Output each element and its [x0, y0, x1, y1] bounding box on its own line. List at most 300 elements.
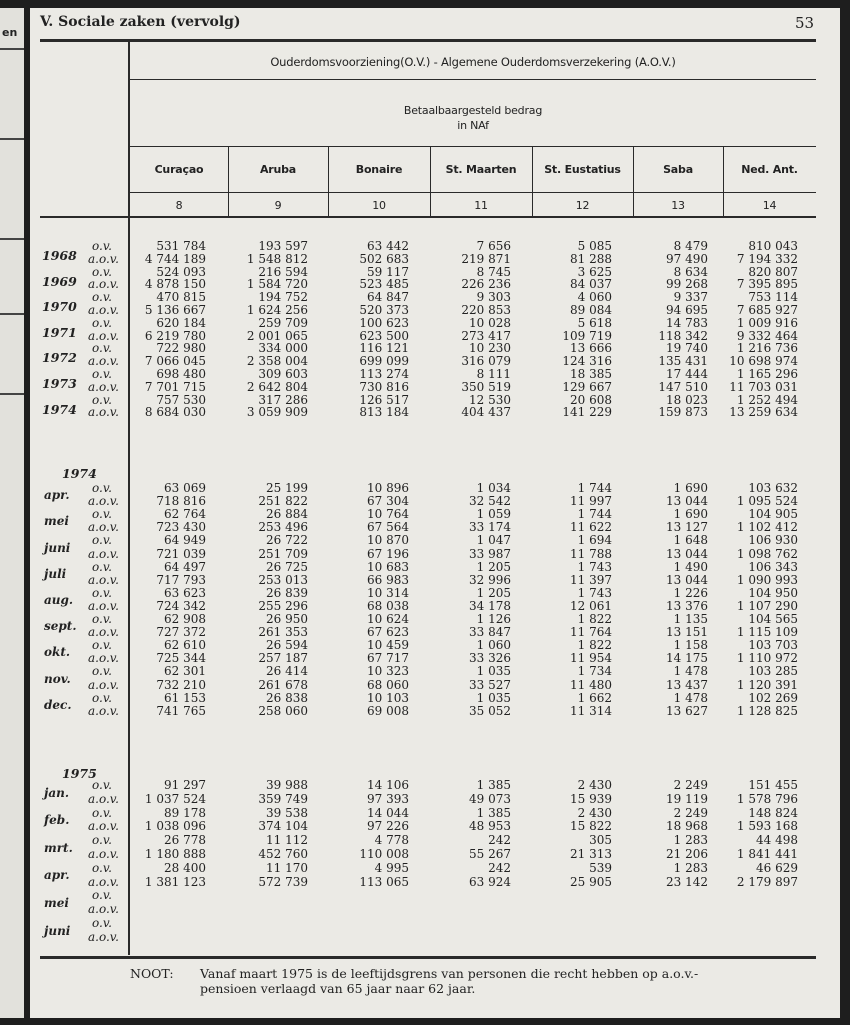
- table-cell: 10 028: [469, 315, 511, 330]
- row-type-label: a.o.v.: [88, 379, 119, 394]
- table-cell: 316 079: [461, 354, 511, 369]
- table-cell: 1 158: [673, 638, 708, 653]
- table-cell: 1 090 993: [736, 572, 798, 587]
- table-cell: 1 841 441: [736, 847, 798, 861]
- row-type-label: o.v.: [92, 833, 112, 848]
- table-cell: 59 117: [367, 264, 409, 279]
- table-cell: 1 180 888: [144, 847, 206, 861]
- table-cell: 11 170: [266, 860, 308, 875]
- table-cell: 68 060: [367, 677, 409, 692]
- row-type-label: a.o.v.: [88, 354, 119, 369]
- table-cell: 502 683: [359, 251, 409, 266]
- month-label: aug.: [44, 593, 74, 607]
- table-cell: 257 187: [258, 651, 308, 666]
- table-cell: 4 778: [374, 833, 409, 848]
- row-type-label: o.v.: [92, 638, 112, 653]
- table-cell: 151 455: [748, 778, 798, 792]
- footnote: [130, 966, 698, 996]
- table-cell: 1 115 109: [736, 625, 798, 640]
- column-number: 9: [274, 199, 282, 212]
- year-label: 1971: [42, 324, 77, 340]
- table-cell: 135 431: [658, 354, 708, 369]
- table-cell: 1 205: [476, 585, 511, 600]
- row-type-label: o.v.: [92, 367, 112, 381]
- table-cell: 116 121: [359, 341, 409, 356]
- table-cell: 1 548 812: [246, 251, 308, 266]
- header-bottom-rule: [40, 216, 816, 218]
- table-cell: 1 216 736: [736, 341, 798, 356]
- table-cell: 1 095 524: [736, 494, 798, 509]
- month-label: apr.: [44, 488, 70, 503]
- table-cell: 7 395 895: [736, 277, 798, 292]
- period-year-label: 1974: [62, 466, 97, 481]
- table-cell: 10 683: [367, 559, 409, 574]
- table-cell: 359 749: [258, 791, 308, 806]
- column-number: 12: [575, 199, 590, 212]
- table-cell: 1 822: [577, 638, 612, 653]
- column-divider: [723, 147, 724, 216]
- row-type-label: a.o.v.: [88, 677, 119, 692]
- table-cell: 64 949: [164, 533, 206, 548]
- table-cell: 1 694: [577, 533, 612, 548]
- table-cell: 15 822: [570, 819, 612, 834]
- table-cell: 14 783: [666, 315, 708, 330]
- table-cell: 721 039: [156, 546, 206, 561]
- table-cell: 14 044: [367, 805, 409, 820]
- table-cell: 1 648: [673, 533, 708, 548]
- table-cell: 374 104: [258, 819, 308, 834]
- table-cell: 25 199: [266, 481, 308, 495]
- table-cell: 32 996: [469, 572, 511, 587]
- table-cell: 10 624: [367, 612, 409, 626]
- table-cell: 23 142: [666, 874, 708, 889]
- column-header: Saba: [663, 163, 693, 176]
- month-label: juni: [44, 540, 71, 555]
- table-cell: 258 060: [258, 703, 308, 718]
- table-cell: 741 765: [156, 703, 206, 718]
- table-cell: 34 178: [469, 598, 511, 613]
- table-cell: 97 490: [666, 251, 708, 266]
- table-cell: 11 112: [266, 833, 308, 848]
- month-label: feb.: [44, 813, 70, 828]
- table-cell: 4 744 189: [144, 251, 206, 266]
- table-cell: 1 578 796: [736, 791, 798, 806]
- adjacent-page-text: en: [2, 26, 18, 39]
- table-cell: 62 908: [164, 612, 206, 626]
- table-cell: 1 662: [577, 690, 612, 705]
- table-cell: 718 816: [156, 494, 206, 509]
- column-number: 13: [671, 199, 685, 212]
- table-cell: 11 997: [570, 494, 612, 509]
- column-header: Bonaire: [355, 163, 403, 176]
- table-cell: 19 119: [666, 791, 708, 806]
- table-cell: 10 459: [367, 638, 409, 653]
- note-line-2: pensioen verlaagd van 65 jaar naar 62 jaar.: [200, 981, 476, 996]
- row-type-label: o.v.: [92, 690, 112, 705]
- table-cell: 4 878 150: [144, 277, 206, 292]
- table-cell: 21 313: [570, 847, 612, 861]
- table-cell: 10 698 974: [729, 354, 798, 369]
- table-cell: 727 372: [156, 625, 206, 640]
- table-cell: 251 822: [258, 494, 308, 509]
- table-cell: 13 127: [666, 520, 708, 535]
- row-type-label: a.o.v.: [88, 520, 119, 535]
- row-type-label: a.o.v.: [88, 847, 119, 861]
- table-cell: 91 297: [164, 778, 206, 792]
- table-cell: 55 267: [469, 847, 511, 861]
- table-cell: 13 437: [666, 677, 708, 692]
- table-cell: 89 178: [164, 805, 206, 820]
- table-cell: 2 249: [673, 778, 708, 792]
- row-type-label: a.o.v.: [88, 902, 119, 917]
- table-cell: 8 479: [673, 239, 708, 253]
- table-cell: 67 717: [367, 651, 409, 666]
- table-cell: 35 052: [469, 703, 511, 718]
- divider: [0, 238, 24, 240]
- table-cell: 7 656: [476, 239, 511, 253]
- table-cell: 62 610: [164, 638, 206, 653]
- table-cell: 46 629: [756, 860, 798, 875]
- table-cell: 12 530: [469, 392, 511, 407]
- table-cell: 1 107 290: [736, 598, 798, 613]
- table-cell: 69 008: [367, 703, 409, 718]
- table-cell: 1 381 123: [144, 874, 206, 889]
- table-cell: 717 793: [156, 572, 206, 587]
- divider: [0, 313, 24, 315]
- month-label: juli: [44, 566, 67, 581]
- table-cell: 1 035: [476, 690, 511, 705]
- row-type-label: a.o.v.: [88, 874, 119, 889]
- table-cell: 13 044: [666, 572, 708, 587]
- table-cell: 44 498: [756, 833, 798, 848]
- table-cell: 10 870: [367, 533, 409, 548]
- row-type-label: a.o.v.: [88, 251, 119, 266]
- column-number: 11: [474, 199, 488, 212]
- column-divider: [228, 147, 229, 216]
- row-type-label: o.v.: [92, 805, 112, 820]
- table-cell: 113 065: [359, 874, 409, 889]
- table-cell: 63 623: [164, 585, 206, 600]
- table-cell: 109 719: [562, 328, 612, 343]
- table-cell: 11 764: [570, 625, 612, 640]
- table-cell: 1 283: [673, 833, 708, 848]
- table-cell: 48 953: [469, 819, 511, 834]
- table-cell: 220 853: [461, 303, 511, 317]
- table-cell: 1 009 916: [736, 315, 798, 330]
- table-cell: 66 983: [367, 572, 409, 587]
- row-type-label: o.v.: [92, 290, 112, 305]
- table-cell: 2 358 004: [246, 354, 308, 369]
- table-cell: 7 194 332: [736, 251, 798, 266]
- month-label: mei: [44, 514, 69, 529]
- table-cell: 63 069: [164, 481, 206, 495]
- table-cell: 103 703: [748, 638, 798, 653]
- table-cell: 20 608: [570, 392, 612, 407]
- table-cell: 1 120 391: [736, 677, 798, 692]
- table-cell: 97 393: [367, 791, 409, 806]
- table-cell: 33 987: [469, 546, 511, 561]
- row-type-label: o.v.: [92, 559, 112, 574]
- table-cell: 33 527: [469, 677, 511, 692]
- table-cell: 159 873: [658, 405, 708, 420]
- table-cell: 1 584 720: [246, 277, 308, 292]
- year-label: 1970: [42, 299, 77, 315]
- table-cell: 1 205: [476, 559, 511, 574]
- table-cell: 18 968: [666, 819, 708, 834]
- table-cell: 19 740: [666, 341, 708, 356]
- table-cell: 21 206: [666, 847, 708, 861]
- table-cell: 33 174: [469, 520, 511, 535]
- table-cell: 193 597: [258, 239, 308, 253]
- table-cell: 1 283: [673, 860, 708, 875]
- table-cell: 18 023: [666, 392, 708, 407]
- year-label: 1973: [42, 375, 77, 391]
- table-cell: 698 480: [156, 367, 206, 381]
- table-cell: 10 314: [367, 585, 409, 600]
- table-cell: 1 035: [476, 664, 511, 679]
- table-cell: 39 988: [266, 778, 308, 792]
- table-cell: 520 373: [359, 303, 409, 317]
- table-cell: 33 847: [469, 625, 511, 640]
- table-cell: 7 701 715: [144, 379, 206, 394]
- table-cell: 273 417: [461, 328, 511, 343]
- year-label: 1969: [42, 273, 77, 289]
- table-cell: 33 326: [469, 651, 511, 666]
- month-label: mei: [44, 895, 69, 910]
- table-cell: 1 038 096: [144, 819, 206, 834]
- period-year-label: 1975: [62, 766, 97, 781]
- row-type-label: a.o.v.: [88, 651, 119, 666]
- row-type-label: a.o.v.: [88, 598, 119, 613]
- table-cell: 15 939: [570, 791, 612, 806]
- table-cell: 3 625: [577, 264, 612, 279]
- month-label: dec.: [44, 697, 72, 712]
- adjacent-page-edge: [0, 8, 24, 1018]
- table-cell: 2 642 804: [246, 379, 308, 394]
- table-cell: 1 060: [476, 638, 511, 653]
- row-type-label: a.o.v.: [88, 405, 119, 420]
- table-cell: 334 000: [258, 341, 308, 356]
- table-cell: 253 013: [258, 572, 308, 587]
- table-cell: 2 430: [577, 805, 612, 820]
- table-cell: 141 229: [562, 405, 612, 420]
- table-cell: 1 385: [476, 778, 511, 792]
- column-header: Ned. Ant.: [741, 163, 798, 176]
- table-cell: 350 519: [461, 379, 511, 394]
- row-type-label: a.o.v.: [88, 277, 119, 292]
- table-cell: 539: [589, 860, 612, 875]
- table-cell: 11 622: [570, 520, 612, 535]
- table-cell: 49 073: [469, 791, 511, 806]
- table-cell: 81 288: [570, 251, 612, 266]
- note-line-1: Vanaf maart 1975 is de leeftijdsgrens van personen die recht hebben op a.o.v.-: [200, 966, 699, 981]
- table-cell: 97 226: [367, 819, 409, 834]
- table-cell: 17 444: [666, 367, 708, 381]
- table-cell: 110 008: [359, 847, 409, 861]
- table-cell: 104 950: [748, 585, 798, 600]
- table-cell: 10 103: [367, 690, 409, 705]
- row-type-label: o.v.: [92, 392, 112, 407]
- table-cell: 194 752: [258, 290, 308, 305]
- table-cell: 26 950: [266, 612, 308, 626]
- table-cell: 26 778: [164, 833, 206, 848]
- table-cell: 13 376: [666, 598, 708, 613]
- table-cell: 26 725: [266, 559, 308, 574]
- table-cell: 104 905: [748, 507, 798, 522]
- table-cell: 10 230: [469, 341, 511, 356]
- table-cell: 8 745: [476, 264, 511, 279]
- table-cell: 1 165 296: [736, 367, 798, 381]
- table-cell: 67 196: [367, 546, 409, 561]
- column-header: St. Eustatius: [544, 163, 621, 176]
- table-cell: 699 099: [359, 354, 409, 369]
- row-type-label: o.v.: [92, 507, 112, 522]
- table-cell: 67 304: [367, 494, 409, 509]
- table-cell: 1 690: [673, 507, 708, 522]
- table-cell: 2 179 897: [736, 874, 798, 889]
- table-cell: 9 337: [673, 290, 708, 305]
- table-cell: 1 110 972: [736, 651, 798, 666]
- column-number: 14: [762, 199, 777, 212]
- column-divider: [633, 147, 634, 216]
- top-rule: [40, 39, 816, 42]
- table-cell: 63 442: [367, 239, 409, 253]
- table-cell: 26 839: [266, 585, 308, 600]
- table-cell: 28 400: [164, 860, 206, 875]
- row-type-label: a.o.v.: [88, 791, 119, 806]
- table-cell: 11 954: [570, 651, 612, 666]
- row-type-label: a.o.v.: [88, 703, 119, 718]
- table-cell: 261 353: [258, 625, 308, 640]
- table-cell: 7 066 045: [144, 354, 206, 369]
- divider: [130, 146, 816, 147]
- table-cell: 99 268: [666, 277, 708, 292]
- table-unit: in NAf: [457, 119, 489, 132]
- divider: [130, 192, 816, 193]
- table-cell: 724 342: [156, 598, 206, 613]
- month-label: jan.: [44, 785, 70, 800]
- row-type-label: o.v.: [92, 239, 112, 253]
- table-cell: 305: [589, 833, 612, 848]
- table-cell: 757 530: [156, 392, 206, 407]
- table-cell: 104 565: [748, 612, 798, 626]
- table-cell: 32 542: [469, 494, 511, 509]
- table-cell: 8 684 030: [144, 405, 206, 420]
- table-cell: 39 538: [266, 805, 308, 820]
- table-cell: 13 044: [666, 546, 708, 561]
- note-label: NOOT:: [130, 966, 174, 981]
- table-cell: 13 151: [666, 625, 708, 640]
- table-cell: 10 323: [367, 664, 409, 679]
- row-type-label: o.v.: [92, 315, 112, 330]
- table-cell: 1 478: [673, 664, 708, 679]
- table-cell: 242: [488, 860, 511, 875]
- row-type-label: o.v.: [92, 585, 112, 600]
- table-cell: 1 822: [577, 612, 612, 626]
- table-cell: 1 744: [577, 481, 612, 495]
- month-label: okt.: [44, 645, 71, 660]
- divider: [0, 393, 24, 395]
- row-type-label: o.v.: [92, 664, 112, 679]
- table-cell: 26 884: [266, 507, 308, 522]
- month-label: sept.: [44, 619, 77, 634]
- table-cell: 253 496: [258, 520, 308, 535]
- month-label: nov.: [44, 671, 71, 686]
- divider: [130, 79, 816, 80]
- table-cell: 572 739: [258, 874, 308, 889]
- table-cell: 103 632: [748, 481, 798, 495]
- row-type-label: o.v.: [92, 612, 112, 626]
- table-cell: 5 085: [577, 239, 612, 253]
- table-cell: 2 001 065: [246, 328, 308, 343]
- table-cell: 1 226: [673, 585, 708, 600]
- table-cell: 1 385: [476, 805, 511, 820]
- table-cell: 1 743: [577, 559, 612, 574]
- table-cell: 261 678: [258, 677, 308, 692]
- row-type-label: a.o.v.: [88, 303, 119, 317]
- table-cell: 309 603: [258, 367, 308, 381]
- table-cell: 1 743: [577, 585, 612, 600]
- table-cell: 106 343: [748, 559, 798, 574]
- table-cell: 9 303: [476, 290, 511, 305]
- table-cell: 1 034: [476, 481, 511, 495]
- year-label: 1972: [42, 350, 77, 366]
- table-cell: 10 764: [367, 507, 409, 522]
- table-cell: 84 037: [570, 277, 612, 292]
- table-cell: 11 480: [570, 677, 612, 692]
- table-cell: 26 414: [266, 664, 308, 679]
- table-cell: 5 618: [577, 315, 612, 330]
- row-type-label: o.v.: [92, 341, 112, 356]
- table-cell: 148 824: [748, 805, 798, 820]
- table-cell: 219 871: [461, 251, 511, 266]
- column-divider: [328, 147, 329, 216]
- row-type-label: o.v.: [92, 481, 112, 495]
- table-cell: 722 980: [156, 341, 206, 356]
- year-label: 1968: [42, 247, 77, 263]
- column-header: Aruba: [259, 163, 297, 176]
- table-cell: 13 044: [666, 494, 708, 509]
- table-cell: 1 734: [577, 664, 612, 679]
- table-cell: 6 219 780: [144, 328, 206, 343]
- month-label: apr.: [44, 868, 70, 883]
- table-cell: 13 627: [666, 703, 708, 718]
- table-cell: 317 286: [258, 392, 308, 407]
- row-type-label: o.v.: [92, 916, 112, 930]
- table-title: Ouderdomsvoorziening(O.V.) - Algemene Ouderdomsverzekering (A.O.V.): [270, 55, 676, 69]
- table-cell: 753 114: [748, 290, 798, 305]
- table-cell: 26 594: [266, 638, 308, 653]
- divider: [0, 48, 24, 50]
- table-cell: 14 175: [666, 651, 708, 666]
- row-type-label: a.o.v.: [88, 819, 119, 834]
- table-cell: 129 667: [562, 379, 612, 394]
- column-header: Curaçao: [154, 163, 204, 176]
- month-label: juni: [44, 923, 71, 938]
- table-cell: 89 084: [570, 303, 612, 317]
- column-header: St. Maarten: [445, 163, 517, 176]
- table-cell: 251 709: [258, 546, 308, 561]
- row-type-label: a.o.v.: [88, 328, 119, 343]
- table-cell: 61 153: [164, 690, 206, 705]
- column-number: 8: [175, 199, 183, 212]
- table-cell: 26 722: [266, 533, 308, 548]
- month-label: mrt.: [44, 840, 73, 855]
- row-type-label: o.v.: [92, 888, 112, 903]
- table-cell: 216 594: [258, 264, 308, 279]
- table-cell: 1 098 762: [736, 546, 798, 561]
- table-cell: 67 564: [367, 520, 409, 535]
